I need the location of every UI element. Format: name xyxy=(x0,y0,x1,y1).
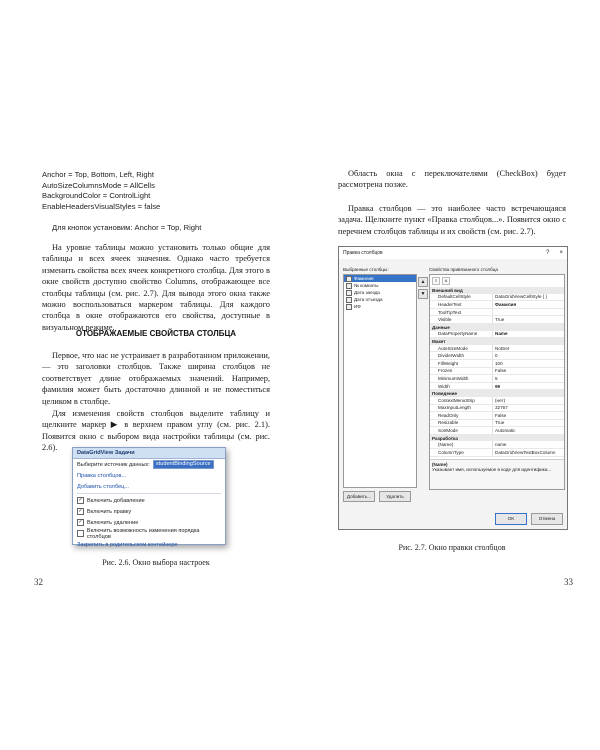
help-icon[interactable]: ? xyxy=(546,250,550,256)
move-up-button[interactable]: ▲ xyxy=(418,277,428,287)
property-value[interactable]: NotSet xyxy=(495,345,510,351)
datagridview-tasks-dialog xyxy=(72,447,226,548)
column-icon xyxy=(346,297,352,303)
property-name: ContextMenuStrip xyxy=(430,397,493,404)
property-value[interactable]: True xyxy=(495,420,505,426)
property-row[interactable] xyxy=(430,412,564,420)
property-row[interactable] xyxy=(430,368,564,376)
checkbox[interactable]: ✓ xyxy=(78,508,83,514)
property-row[interactable] xyxy=(430,383,564,391)
right-page xyxy=(300,0,600,750)
property-name: DataPropertyName xyxy=(430,331,493,338)
paragraph: На уровне таблицы можно установить только общие для таблицы и всех ячеек значения. Однако часто требуется изменить свойства всех ячеек конкретного столбца. Для этого в окне свойств доступно свойство Columns, отображающее все столбцы таблицы (см. рис. 2.7). Для вывода этого окна также можно воспользоваться маркером таблицы. Для каждого столбца в окне отображаются его свойства, доступные в визуальном режиме. xyxy=(42,243,270,332)
property-name: DefaultCellStyle xyxy=(430,294,493,301)
property-name: MaxInputLength xyxy=(430,405,493,412)
list-item[interactable] xyxy=(344,282,416,289)
property-row[interactable] xyxy=(430,427,564,435)
property-name: MinimumWidth xyxy=(430,375,493,382)
property-row[interactable] xyxy=(430,309,564,317)
property-value[interactable]: 0 xyxy=(495,353,498,359)
property-value[interactable]: (нет) xyxy=(495,397,506,403)
dialog-title: DataGridView Задачи xyxy=(73,448,225,459)
description-text: Указывает имя, используемое в коде для идентифика... xyxy=(432,467,552,472)
list-item[interactable] xyxy=(344,289,416,296)
property-name: (Name) xyxy=(430,441,493,448)
property-rows xyxy=(430,287,564,457)
column-icon xyxy=(346,276,352,282)
list-item-label: № комнаты xyxy=(354,283,379,288)
alphabetical-icon[interactable]: A xyxy=(442,277,450,285)
bound-column-properties-label: Свойства привязанного столбца xyxy=(429,267,498,272)
paragraph: Первое, что нас не устраивает в разработанном приложении, — это заголовки столбцов. Также ширина столбцов не соответствует длине отображаемых значений. Например, фамилия может быть достаточно длинной и не поместиться целиком в столбце. xyxy=(42,351,270,406)
dock-in-parent-link[interactable]: Закрепить в родительском контейнере xyxy=(77,541,178,548)
data-source-select[interactable]: studentBindingSource xyxy=(153,460,214,469)
property-name: Width xyxy=(430,383,493,390)
property-row[interactable] xyxy=(430,449,564,457)
list-item[interactable] xyxy=(344,275,416,282)
page-number: 32 xyxy=(34,577,43,587)
property-value[interactable]: 5 xyxy=(495,375,498,381)
list-item-label: ИФ xyxy=(354,304,361,309)
paragraph: Для изменения свойств столбцов выделите таблицу и щелкните маркер ▶ в верхнем правом углу (см. рис. 2.1). Появится окно с выбором вида настройки таблицы (см. рис. 2.6). xyxy=(42,409,270,453)
edit-columns-link[interactable]: Правка столбцов... xyxy=(77,472,127,479)
cancel-button[interactable]: Отмена xyxy=(531,513,563,525)
property-description xyxy=(430,459,565,490)
remove-column-button[interactable]: Удалить xyxy=(379,491,411,502)
property-value[interactable]: 100 xyxy=(495,360,503,366)
property-value[interactable]: DataGridViewTextBoxColumn xyxy=(495,449,556,455)
figure-caption: Рис. 2.7. Окно правки столбцов xyxy=(398,543,506,552)
anchor-line: Для кнопок установим: Anchor = Top, Right xyxy=(52,223,202,232)
section-heading: ОТОБРАЖАЕМЫЕ СВОЙСТВА СТОЛБЦА xyxy=(75,329,237,338)
property-name: Visible xyxy=(430,316,493,323)
property-row[interactable] xyxy=(430,345,564,353)
property-row[interactable] xyxy=(430,360,564,368)
property-name: FillWeight xyxy=(430,360,493,367)
window-title: Правка столбцов xyxy=(343,250,383,256)
property-name: AutoSizeMode xyxy=(430,345,493,352)
property-name: Resizable xyxy=(430,420,493,427)
enable-adding-checkbox-row[interactable] xyxy=(73,495,225,506)
property-value[interactable]: Фамилия xyxy=(495,301,517,307)
property-name: HeaderText xyxy=(430,301,493,308)
checkbox[interactable]: ✓ xyxy=(78,497,83,503)
property-value[interactable]: Name xyxy=(495,331,508,337)
property-name: DividerWidth xyxy=(430,352,493,359)
property-name: ReadOnly xyxy=(430,412,493,419)
property-value[interactable]: False xyxy=(495,368,507,374)
column-icon xyxy=(346,304,352,310)
edit-columns-window xyxy=(338,246,568,530)
divider xyxy=(77,493,221,494)
page-number: 33 xyxy=(564,577,573,587)
property-value[interactable]: DataGridViewCellStyle { } xyxy=(495,294,548,300)
property-name: Frozen xyxy=(430,368,493,375)
checkbox-label: Включить возможность изменения порядка столбцов xyxy=(86,527,200,540)
description-title: (Name) xyxy=(432,462,448,467)
list-item[interactable] xyxy=(344,303,416,310)
paragraph: Область окна с переключателями (CheckBox) будет рассмотрена позже. xyxy=(338,169,566,190)
property-row[interactable] xyxy=(430,397,564,405)
list-item-label: Фамилия xyxy=(354,276,374,281)
code-block xyxy=(42,170,282,212)
code-line: BackgroundColor = ControlLight xyxy=(42,191,151,200)
paragraph: Правка столбцов — это наиболее часто встречающаяся задача. Щелкните пункт «Правка столбцов...». Появится окно с перечнем столбцов таблицы и их свойств (см. рис. 2.7). xyxy=(338,204,566,236)
property-name: ColumnType xyxy=(430,449,493,456)
checkbox-label: Включить правку xyxy=(87,508,132,515)
property-value[interactable]: name xyxy=(495,442,507,448)
property-grid[interactable] xyxy=(429,274,565,490)
property-value[interactable]: 32767 xyxy=(495,405,508,411)
move-down-button[interactable]: ▼ xyxy=(418,289,428,299)
close-icon[interactable]: × xyxy=(559,250,563,256)
code-line: Anchor = Top, Bottom, Left, Right xyxy=(42,170,154,179)
column-icon xyxy=(346,283,352,289)
data-source-row xyxy=(73,459,225,470)
property-category[interactable]: Внешний вид xyxy=(430,287,564,294)
property-name: ToolTipText xyxy=(430,309,493,316)
property-row[interactable] xyxy=(430,405,564,413)
add-column-link[interactable]: Добавить столбец... xyxy=(77,483,129,490)
property-row[interactable] xyxy=(430,441,564,449)
list-item-label: Дата заезда xyxy=(354,290,380,295)
property-category[interactable]: Данные xyxy=(430,324,564,331)
window-titlebar xyxy=(339,247,567,259)
property-row[interactable] xyxy=(430,420,564,428)
property-value[interactable]: Automatic xyxy=(495,428,516,434)
enable-editing-checkbox-row[interactable] xyxy=(73,506,225,517)
selected-columns-label: Выбранные столбцы: xyxy=(343,267,389,272)
enable-deleting-checkbox-row[interactable] xyxy=(73,517,225,528)
add-column-button[interactable]: Добавить... xyxy=(343,491,375,502)
list-item-label: Дата отъезда xyxy=(354,297,383,302)
data-source-label: Выберите источник данных: xyxy=(77,461,150,468)
enable-reorder-checkbox-row[interactable] xyxy=(73,528,225,539)
property-grid-toolbar xyxy=(430,275,564,287)
figure-caption: Рис. 2.6. Окно выбора настроек xyxy=(102,558,210,567)
list-item[interactable] xyxy=(344,296,416,303)
property-category[interactable]: Поведение xyxy=(430,390,564,397)
property-name: SortMode xyxy=(430,427,493,434)
property-category[interactable]: Макет xyxy=(430,338,564,345)
checkbox[interactable]: ✓ xyxy=(78,519,83,525)
property-row[interactable] xyxy=(430,331,564,339)
property-value[interactable]: True xyxy=(495,317,505,323)
property-value[interactable]: 99 xyxy=(495,383,501,389)
code-line: EnableHeadersVisualStyles = false xyxy=(42,201,161,211)
property-category[interactable]: Разработка xyxy=(430,435,564,442)
property-value[interactable]: False xyxy=(495,412,507,418)
property-row[interactable] xyxy=(430,301,564,309)
column-icon xyxy=(346,290,352,296)
code-line: AutoSizeColumnsMode = AllCells xyxy=(42,180,155,190)
ok-button[interactable]: OK xyxy=(495,513,527,525)
checkbox[interactable] xyxy=(77,530,84,537)
checkbox-label: Включить удаление xyxy=(87,519,139,526)
categorized-icon[interactable]: ≡ xyxy=(432,277,440,285)
checkbox-label: Включить добавление xyxy=(87,497,145,504)
property-row[interactable] xyxy=(430,352,564,360)
columns-list[interactable] xyxy=(343,274,417,488)
property-row[interactable] xyxy=(430,294,564,302)
property-row[interactable] xyxy=(430,316,564,324)
property-row[interactable] xyxy=(430,375,564,383)
